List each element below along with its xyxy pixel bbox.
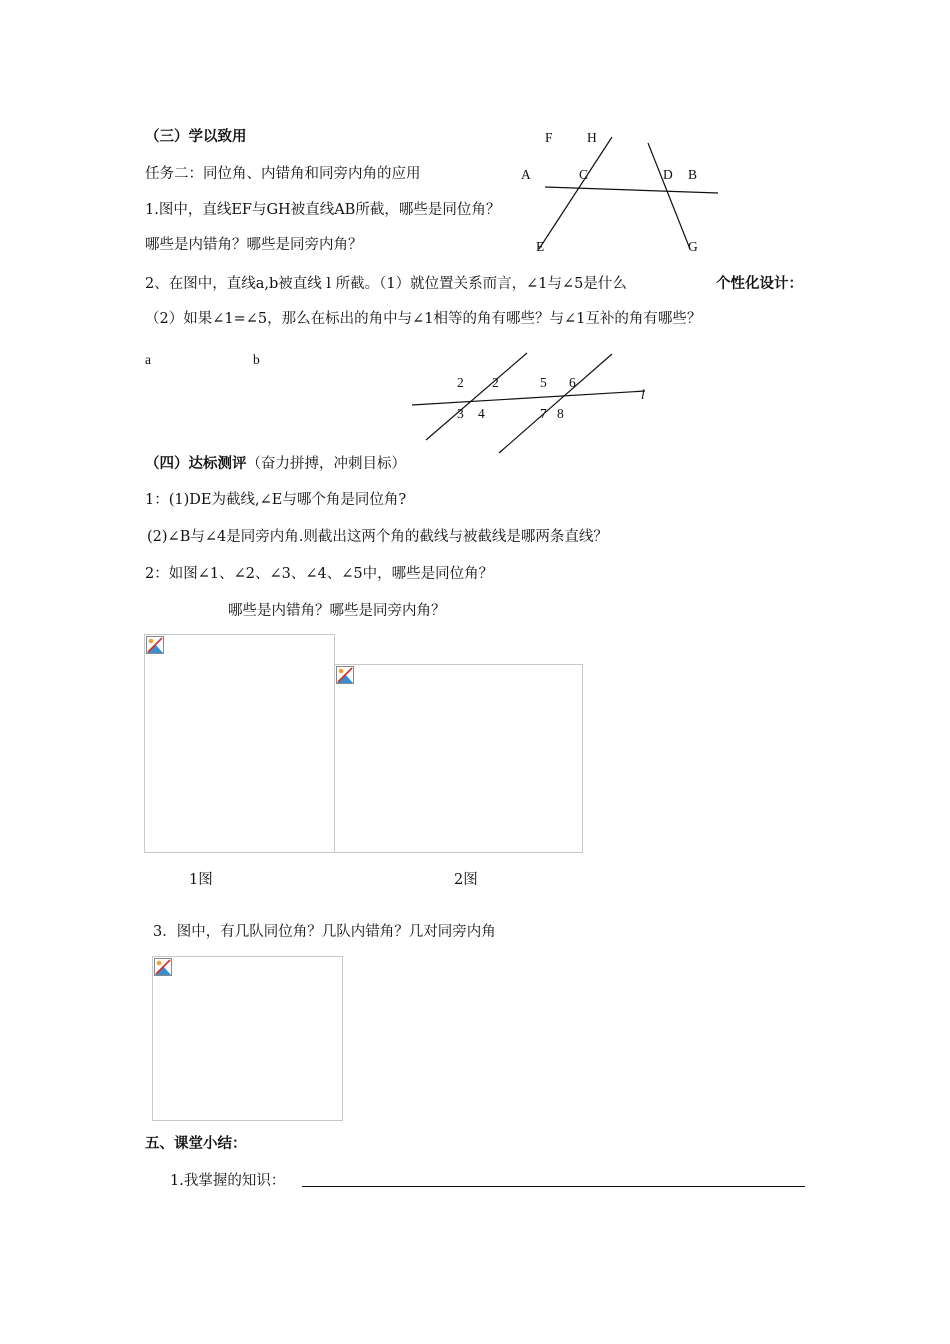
label-h: H [587, 130, 597, 145]
label-line-b: b [253, 352, 260, 367]
question-2-line2: （2）如果∠1=∠5，那么在标出的角中与∠1相等的角有哪些？与∠1互补的角有哪些？ [145, 311, 702, 327]
angle-label-5: 5 [540, 375, 547, 390]
line-a [426, 353, 527, 440]
label-d: D [663, 167, 673, 182]
figure-2-caption: 2图 [454, 872, 478, 888]
summary-item-1: 1.我掌握的知识： [170, 1173, 286, 1189]
assessment-q1a: 1：(1)DE为截线,∠E与哪个角是同位角? [145, 492, 407, 508]
label-f: F [545, 130, 553, 145]
broken-image-icon [146, 636, 164, 654]
figure-1-caption: 1图 [189, 872, 213, 888]
task2-title: 任务二：同位角、内错角和同旁内角的应用 [145, 166, 421, 182]
section5-heading: 五、课堂小结： [145, 1135, 247, 1152]
angle-label-1: 2 [457, 375, 464, 390]
label-b: B [688, 167, 698, 182]
answer-blank-line[interactable] [302, 1186, 805, 1187]
label-line-a: a [145, 352, 151, 367]
angle-label-6: 6 [569, 375, 576, 390]
question-1-line2: 哪些是内错角？哪些是同旁内角？ [145, 237, 363, 253]
label-g: G [688, 239, 698, 254]
angle-label-7: 7 [540, 406, 547, 421]
broken-image-icon [154, 958, 172, 976]
angle-label-4: 4 [478, 406, 485, 421]
figure-2-image [334, 664, 583, 853]
section3-heading: （三）学以致用 [145, 128, 247, 145]
label-line-l: l [641, 387, 645, 402]
angle-label-2: 2 [492, 375, 499, 390]
label-e: E [536, 239, 545, 254]
assessment-q3: 3．图中，有几队同位角？几队内错角？几对同旁内角 [153, 924, 496, 940]
label-c: C [579, 167, 589, 182]
section4-heading-wrap [145, 455, 406, 473]
angle-label-8: 8 [557, 406, 564, 421]
angle-label-3: 3 [457, 406, 464, 421]
figure-3-image [152, 956, 343, 1121]
line-l [412, 391, 645, 405]
figure-1-image [144, 634, 335, 853]
assessment-q2a: 2：如图∠1、∠2、∠3、∠4、∠5中，哪些是同位角？ [145, 566, 494, 582]
line-b [499, 354, 612, 453]
broken-image-icon [336, 666, 354, 684]
assessment-q2b: 哪些是内错角？哪些是同旁内角？ [228, 603, 446, 619]
label-a: A [521, 167, 531, 182]
section4-heading-suffix: （奋力拼搏，冲刺目标） [246, 456, 406, 472]
assessment-q1b: (2)∠B与∠4是同旁内角.则截出这两个角的截线与被截线是哪两条直线？ [147, 529, 608, 545]
question-1-line1: 1.图中，直线EF与GH被直线AB所截，哪些是同位角？ [145, 202, 501, 218]
side-note-design: 个性化设计： [716, 275, 803, 292]
question-2-line1: 2、在图中，直线a,b被直线 l 所截。（1）就位置关系而言，∠1与∠5是什么 [145, 276, 627, 292]
section4-heading: （四）达标测评 [145, 455, 247, 472]
